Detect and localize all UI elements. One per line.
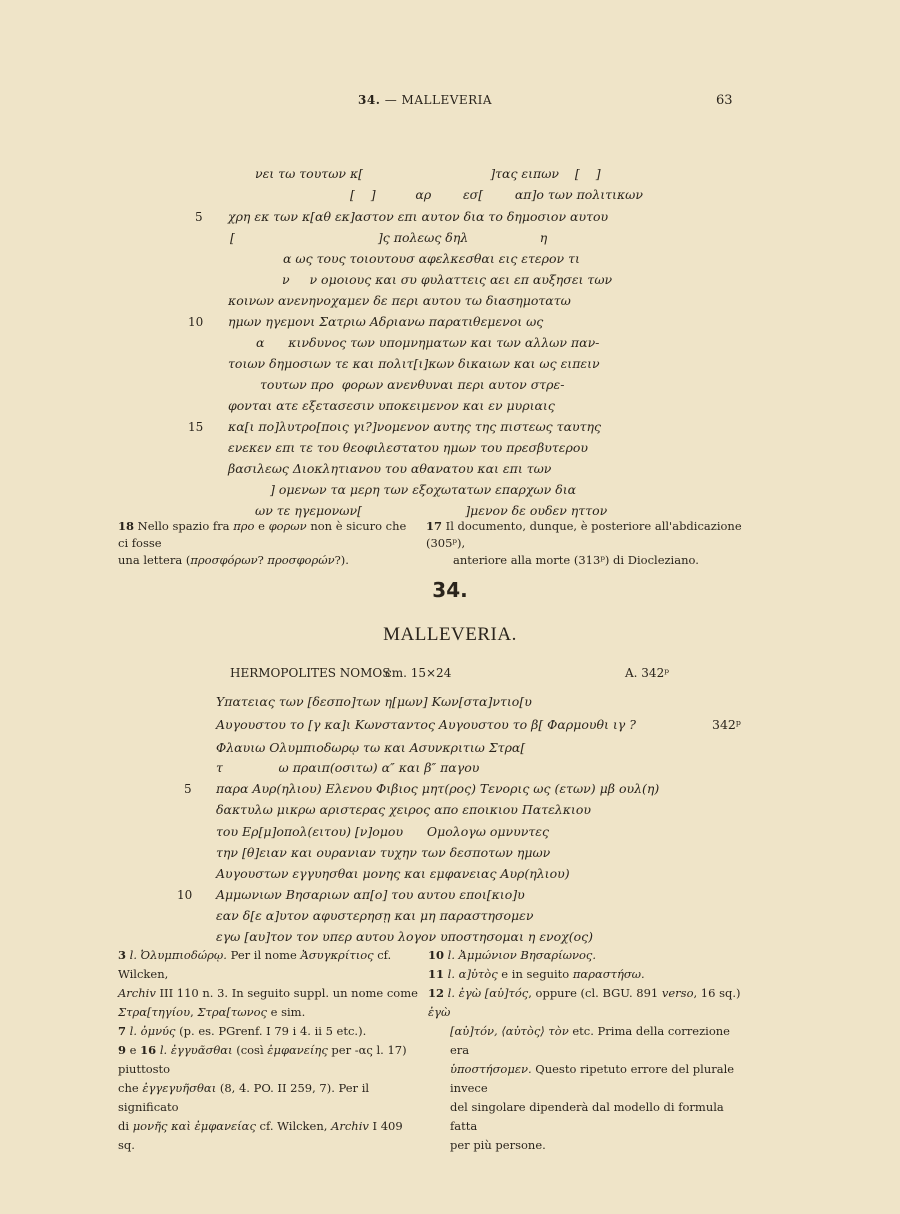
note-text: e [129, 1043, 137, 1057]
note-text: III 110 n. 3. In seguito suppl. un nome come [155, 986, 418, 1000]
running-head [0, 93, 900, 111]
greek-line: βασιλεως Διοκλητιανου του αθανατου και επι των [228, 461, 552, 476]
dimensions: cm. 15×24 [385, 666, 452, 680]
greek-line: του Ερ[μ]οπολ(ειτου) [ν]ομου Ομολογω ομνυντες [216, 824, 549, 839]
greek-line: χρη εκ των κ[αθ εκ]αστον επι αυτον δια το δημοσιον αυτου [228, 209, 609, 224]
dash: — [384, 93, 398, 107]
greek-line: α ως τους τοιουτουσ αφελκεσθαι εις ετερον τι [283, 251, 580, 266]
note-italic: verso [661, 986, 694, 1000]
note-l: l. [447, 948, 456, 962]
note-l: l. [447, 986, 456, 1000]
note-italic: Archiv [118, 986, 156, 1000]
greek-line: Αυγουστου το [γ κα]ι Κωνσταντος Αυγουστου το β[ Φαρμουθι ιγ ? [216, 717, 636, 732]
greek-word: Ἀμμώνιον Βησαρίωνος. [458, 948, 596, 962]
section-number: 34. [358, 93, 381, 107]
greek-word: ἐμφανείης [267, 1043, 328, 1057]
note-number: 9 [118, 1043, 127, 1057]
note-l: l. [159, 1043, 168, 1057]
greek-line: ] ομενων τα μερη των εξοχωτατων επαρχων δια [270, 482, 577, 497]
note-text: etc. Prima della correzione era [450, 1024, 730, 1057]
note-text: cf. Wilcken, [255, 1119, 332, 1133]
note-text: Per il nome [226, 948, 301, 962]
note-text: e sim. [266, 1005, 306, 1019]
note-text: ? [257, 553, 268, 567]
note-number: 18 [118, 519, 135, 533]
greek-line: δακτυλω μικρω αριστερας χειρος απο εποικιου Πατελκιου [216, 802, 591, 817]
greek-word: προσφόρων [190, 553, 258, 567]
note-text: anteriore alla morte (313ᵖ) di Diocleziano. [453, 553, 699, 567]
document-title: MALLEVERIA. [383, 624, 517, 645]
greek-word: Στρα[τηγίου [118, 1005, 191, 1019]
greek-line: φονται ατε εξετασεσιν υποκειμενον και εν μυριαις [228, 398, 555, 413]
page-number: 63 [716, 93, 733, 108]
greek-line: ημων ηγεμονι Σατριω Αδριανω παρατιθεμενοι ως [228, 314, 544, 329]
running-head-title [358, 93, 492, 107]
note-l: l. [447, 967, 456, 981]
greek-word: [αὐ]τόν, ⟨αὐτὸς⟩ τὸν [450, 1024, 569, 1038]
note-text: , [190, 1005, 198, 1019]
greek-word: ὀμνύς [140, 1024, 176, 1038]
note-number: 17 [426, 519, 443, 533]
greek-line: κα[ι πο]λυτρο[ποις γι?]νομενον αυτης της πιστεως ταυτης [228, 419, 602, 434]
note-text: (p. es. PGrenf. I 79 i 4. ii 5 etc.). [175, 1024, 367, 1038]
note-text: una lettera ( [118, 553, 191, 567]
note-text: e in seguito [497, 967, 573, 981]
margin-date: 342ᵖ [712, 717, 741, 732]
line-number: 10 [188, 315, 204, 329]
note-text: , oppure (cl. BGU. 891 [528, 986, 662, 1000]
greek-line: τουτων προ φορων ανενθυναι περι αυτον στρε- [260, 377, 565, 392]
greek-word: μονῆς καὶ ἐμφανείας [132, 1119, 256, 1133]
note-text: (così [232, 1043, 268, 1057]
note-text: cf. Wilcken, [118, 948, 392, 981]
greek-line: ν ν ομοιους και συ φυλαττεις αει επ αυξησει των [282, 272, 613, 287]
greek-line: Φλαυιω Ολυμπιοδωρῳ τω και Ασυνκριτιω Στρα[ [216, 740, 526, 755]
footnote-right [426, 518, 746, 569]
greek-word: παραστήσω. [572, 967, 645, 981]
greek-line: [ ]ς πολεως δηλ η [230, 230, 548, 245]
note-text: di [118, 1119, 133, 1133]
greek-word: προσφορών [267, 553, 335, 567]
note-l: l. [129, 948, 138, 962]
line-number: 5 [184, 782, 192, 796]
greek-line: ων τε ηγεμονων[ ]μενον δε ουδεν ηττον [255, 503, 608, 518]
greek-line: εγω [αυ]τον τον υπερ αυτου λογον υποστησομαι η ενοχ(ος) [216, 929, 594, 944]
note-text: che [118, 1081, 143, 1095]
note-text: ?). [334, 553, 349, 567]
line-number: 5 [195, 210, 203, 224]
greek-word: ὑποστήσομεν. [450, 1062, 532, 1076]
greek-word: ἐγγυᾶσθαι [170, 1043, 233, 1057]
greek-line: τ ω πραιπ(οσιτω) α″ και β″ παγου [216, 760, 480, 775]
footnote-left [118, 518, 418, 569]
greek-word: προ [233, 519, 255, 533]
note-italic: Archiv [331, 1119, 369, 1133]
greek-line: [ ] αρ εσ[ απ]ο των πολιτικων [350, 187, 643, 202]
note-number: 16 [140, 1043, 157, 1057]
note-text: Questo ripetuto errore del plurale invece [450, 1062, 735, 1095]
greek-word: ἐγὼ [αὐ]τός [458, 986, 529, 1000]
greek-line: την [θ]ειαν και ουρανιαν τυχην των δεσποτων ημων [216, 845, 551, 860]
note-text: per più persone. [450, 1138, 546, 1152]
apparatus-left [118, 946, 423, 1155]
greek-line: κοινων ανενηνοχαμεν δε περι αυτου τω διασημοτατω [228, 293, 571, 308]
note-text: e [258, 519, 265, 533]
document-number: 34. [432, 578, 468, 602]
greek-line: τοιων δημοσιων τε και πολιτ[ι]κων δικαιων και ως ειπειν [228, 356, 600, 371]
greek-line: παρα Αυρ(ηλιου) Ελενου Φιβιος μητ(ρος) Τενορις ως (ετων) μβ ουλ(η) [216, 781, 660, 796]
greek-word: φορων [268, 519, 307, 533]
greek-line: α κινδυνος των υπομνηματων και των αλλων παν- [256, 335, 600, 350]
provenance: HERMOPOLITES NOMOS [230, 666, 391, 680]
greek-word: α]ὐτὸς [458, 967, 498, 981]
greek-word: Ὀλυμπιοδώρῳ. [140, 948, 227, 962]
greek-line: εαν δ[ε α]υτον αφυστερησῃ και μη παραστησομεν [216, 908, 534, 923]
note-text: per -ας l. 17) piuttosto [118, 1043, 407, 1076]
note-text: (8, 4. PO. II 259, 7). Per il significato [118, 1081, 370, 1114]
date: A. 342ᵖ [625, 666, 669, 680]
note-number: 11 [428, 967, 445, 981]
greek-word: Στρα[τωνος [197, 1005, 267, 1019]
note-number: 7 [118, 1024, 127, 1038]
apparatus-right [428, 946, 748, 1155]
greek-word: ἐγὼ [428, 1005, 451, 1019]
line-number: 10 [177, 888, 193, 902]
note-number: 3 [118, 948, 127, 962]
note-text: I 409 sq. [118, 1119, 403, 1152]
note-text: Nello spazio fra [137, 519, 230, 533]
note-number: 10 [428, 948, 445, 962]
line-number: 15 [188, 420, 204, 434]
note-l: l. [129, 1024, 138, 1038]
greek-line: νει τω τουτων κ[ ]τας ειπων [ ] [255, 166, 601, 181]
note-text: , 16 sq.) [693, 986, 741, 1000]
greek-line: ενεκεν επι τε του θεοφιλεστατου ημων του πρεσβυτερου [228, 440, 588, 455]
greek-line: Αυγουστων εγγυησθαι μονης και εμφανειας Αυρ(ηλιου) [216, 866, 570, 881]
greek-word: ἐγγεγυῆσθαι [142, 1081, 217, 1095]
note-text: Il documento, dunque, è posteriore all'abdicazione (305ᵖ), [426, 519, 742, 550]
note-number: 12 [428, 986, 445, 1000]
section-title: MALLEVERIA [401, 93, 493, 107]
greek-line: Αμμωνιων Βησαριων απ[ο] του αυτου εποι[κιο]υ [216, 887, 525, 902]
greek-word: Ἀσυγκρίτιος [300, 948, 374, 962]
note-text: del singolare dipenderà dal modello di formula fatta [450, 1100, 724, 1133]
note-text: non è sicuro che ci fosse [118, 519, 407, 550]
greek-line: Υπατειας των [δεσπο]των η[μων] Κων[στα]ντιο[υ [216, 694, 532, 709]
